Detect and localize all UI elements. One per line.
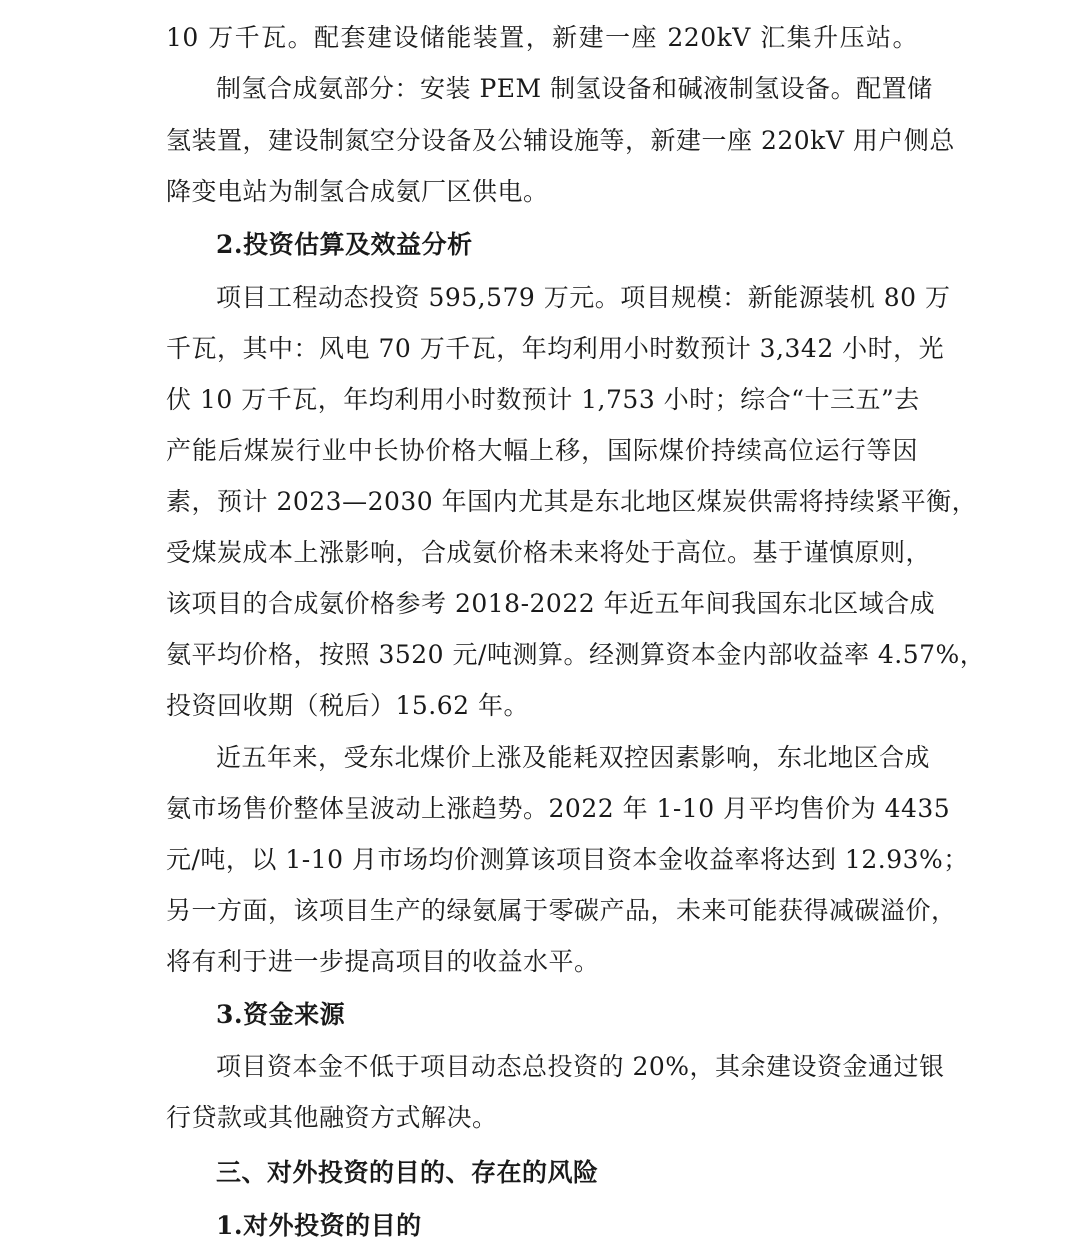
chapter-heading: 三、对外投资的目的、存在的风险: [216, 1158, 599, 1187]
section-heading: 3.资金来源: [216, 1000, 346, 1029]
body-line: 投资回收期（税后）15.62 年。: [166, 691, 530, 720]
body-line: 降变电站为制氢合成氨厂区供电。: [166, 177, 549, 206]
body-line: 将有利于进一步提高项目的收益水平。: [166, 947, 600, 976]
body-line: 素，预计 2023—2030 年国内尤其是东北地区煤炭供需将持续紧平衡，: [166, 487, 978, 516]
body-line: 氨市场售价整体呈波动上涨趋势。2022 年 1-10 月平均售价为 4435: [166, 794, 951, 823]
body-line: 近五年来，受东北煤价上涨及能耗双控因素影响，东北地区合成: [216, 743, 931, 772]
body-line: 项目工程动态投资 595,579 万元。项目规模：新能源装机 80 万: [216, 283, 951, 312]
section-heading: 1.对外投资的目的: [216, 1211, 422, 1240]
body-line: 受煤炭成本上涨影响，合成氨价格未来将处于高位。基于谨慎原则，: [166, 538, 932, 567]
body-line: 元/吨，以 1-10 月市场均价测算该项目资本金收益率将达到 12.93%；: [166, 845, 969, 874]
body-line: 伏 10 万千瓦，年均利用小时数预计 1,753 小时；综合“十三五”去: [166, 385, 920, 414]
section-heading: 2.投资估算及效益分析: [216, 230, 473, 259]
body-line: 行贷款或其他融资方式解决。: [166, 1103, 498, 1132]
body-line: 10 万千瓦。配套建设储能装置，新建一座 220kV 汇集升压站。: [166, 23, 918, 52]
body-line: 项目资本金不低于项目动态总投资的 20%，其余建设资金通过银: [216, 1052, 945, 1081]
body-line: 千瓦，其中：风电 70 万千瓦，年均利用小时数预计 3,342 小时，光: [166, 334, 945, 363]
body-line: 氨平均价格，按照 3520 元/吨测算。经测算资本金内部收益率 4.57%，: [166, 640, 986, 669]
body-line: 制氢合成氨部分：安装 PEM 制氢设备和碱液制氢设备。配置储: [216, 74, 933, 103]
body-line: 氢装置，建设制氮空分设备及公辅设施等，新建一座 220kV 用户侧总: [166, 126, 955, 155]
body-line: 产能后煤炭行业中长协价格大幅上移，国际煤价持续高位运行等因: [166, 436, 918, 465]
body-line: 该项目的合成氨价格参考 2018-2022 年近五年间我国东北区域合成: [166, 589, 936, 618]
body-line: 另一方面，该项目生产的绿氨属于零碳产品，未来可能获得减碳溢价，: [166, 896, 957, 925]
